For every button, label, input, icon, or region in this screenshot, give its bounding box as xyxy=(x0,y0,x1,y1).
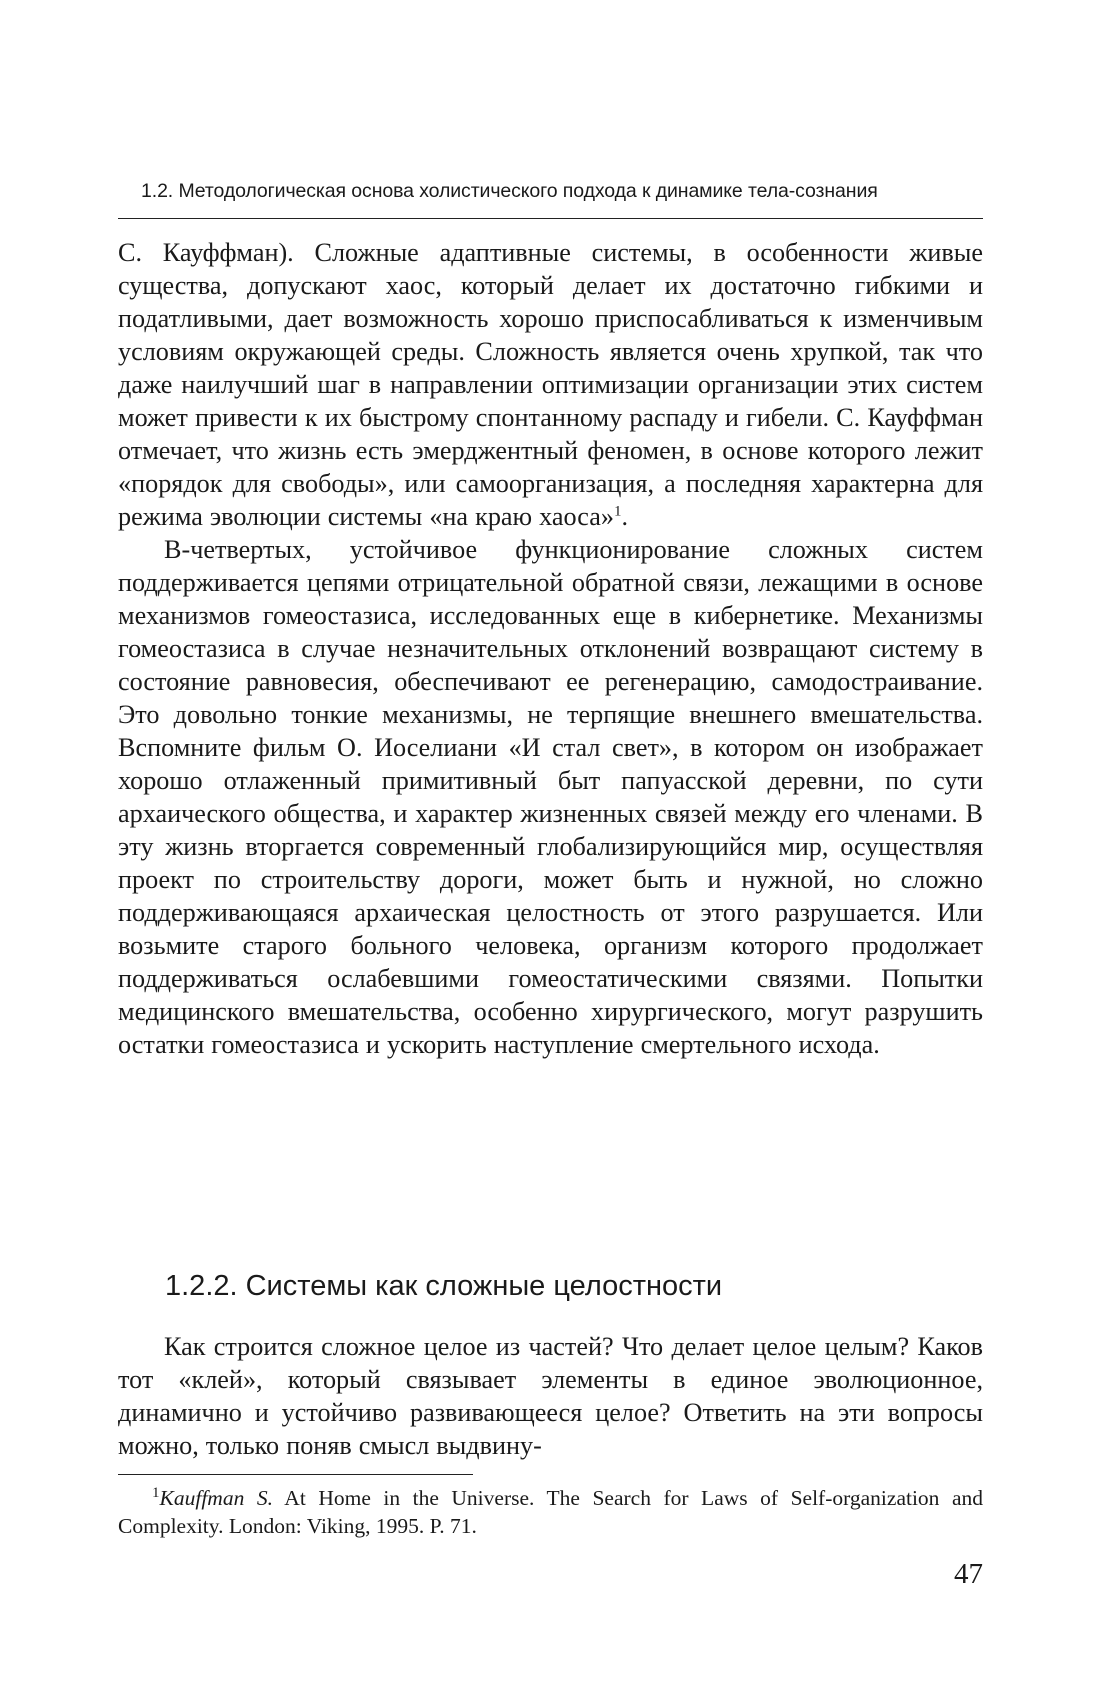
footnote-paragraph xyxy=(118,1484,983,1540)
footnote xyxy=(118,1484,983,1540)
page-number: 47 xyxy=(954,1558,983,1590)
section-heading: 1.2.2. Системы как сложные целостности xyxy=(165,1270,723,1302)
body-text-bottom xyxy=(118,1330,983,1462)
footnote-marker: 1 xyxy=(152,1484,160,1501)
footnote-author: Kauffman S. xyxy=(159,1486,273,1510)
footnote-divider xyxy=(118,1474,473,1475)
header-divider xyxy=(118,218,983,219)
body-text-top xyxy=(118,236,983,1061)
paragraph-1 xyxy=(118,236,983,533)
paragraph-3: Как строится сложное целое из частей? Что делает целое целым? Каков тот «клей», который связывает элементы в единое эволюционное, динамично и устойчиво развивающееся целое? Ответить на эти вопросы можно, только поняв смысл выдвину- xyxy=(118,1332,983,1460)
paragraph-1-end: . xyxy=(621,502,628,531)
running-head: 1.2. Методологическая основа холистического подхода к динамике тела-сознания xyxy=(141,180,878,202)
paragraph-1-text: С. Кауффман). Сложные адаптивные системы, в особенности живые существа, допускают хаос, который делает их достаточно гибкими и податливыми, дает возможность хорошо приспосабливаться к изменчивым условиям окружающей среды. Сложность является очень хрупкой, так что даже наилучший шаг в направлении оптимизации организации этих систем может привести к их быстрому спонтанному распаду и гибели. С. Кауффман отмечает, что жизнь есть эмерджентный феномен, в основе которого лежит «порядок для свободы», или самоорганизация, а последняя характерна для режима эволюции системы «на краю хаоса» xyxy=(118,238,983,531)
footnote-reference: 1 xyxy=(613,503,622,520)
footnote-text: At Home in the Universe. The Search for Laws of Self-organization and Complexity. London: Viking, 1995. P. 71. xyxy=(118,1486,983,1538)
paragraph-2: В-четвертых, устойчивое функционирование сложных систем поддерживается цепями отрицательной обратной связи, лежащими в основе механизмов гомеостазиса, исследованных еще в кибернетике. Механизмы гомеостазиса в случае незначительных отклонений возвращают систему в состояние равновесия, обеспечивают ее регенерацию, самодостраивание. Это довольно тонкие механизмы, не терпящие внешнего вмешательства. Вспомните фильм О. Иоселиани «И стал свет», в котором он изображает хорошо отлаженный примитивный быт папуасской деревни, по сути архаического общества, и характер жизненных связей между его членами. В эту жизнь вторгается современный глобализирующийся мир, осуществляя проект по строительству дороги, может быть и нужной, но сложно поддерживающаяся архаическая целостность от этого разрушается. Или возьмите старого больного человека, организм которого продолжает поддерживаться ослабевшими гомеостатическими связями. Попытки медицинского вмешательства, особенно хирургического, могут разрушить остатки гомеостазиса и ускорить наступление смертельного исхода. xyxy=(118,535,983,1059)
